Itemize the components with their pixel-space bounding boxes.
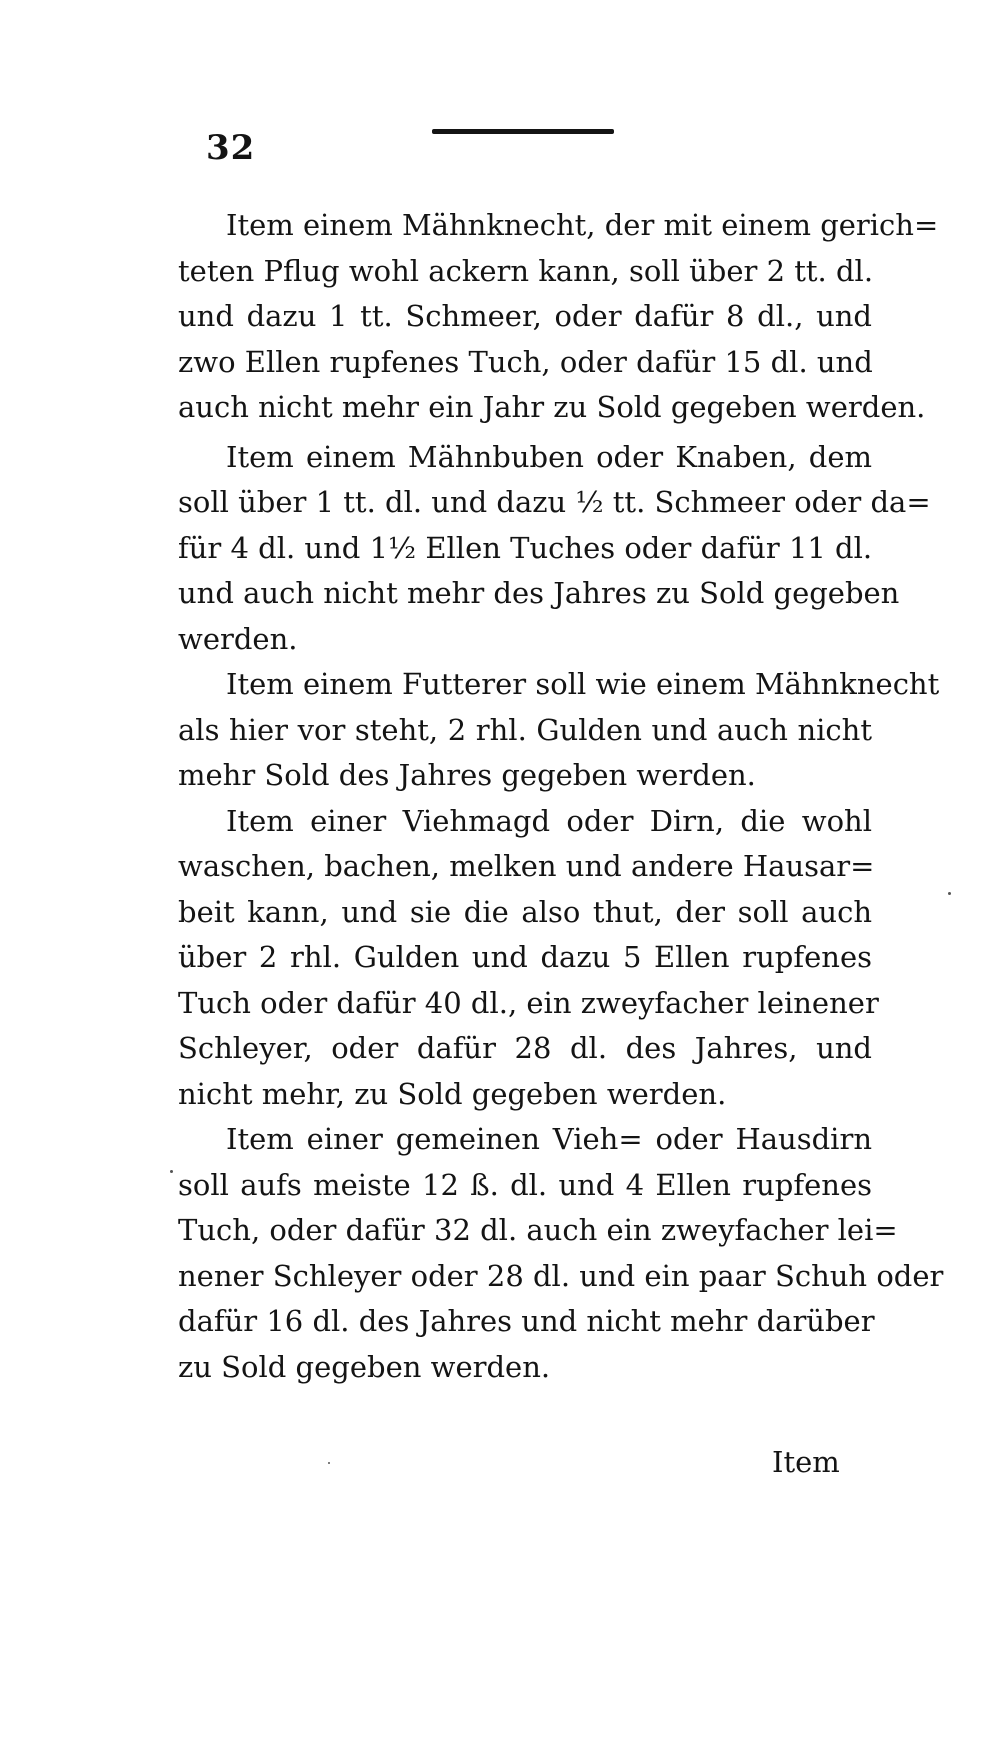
text-line: Schleyer, oder dafür 28 dl. des Jahres, und [178, 1031, 872, 1065]
text-line: Tuch, oder dafür 32 dl. auch ein zweyfacher lei= [178, 1213, 898, 1247]
paragraph-hausdirn [178, 1117, 944, 1390]
text-line: als hier vor steht, 2 rhl. Gulden und auch nicht [178, 712, 872, 747]
text-line: beit kann, und sie die also thut, der soll auch [178, 894, 872, 929]
text-line: und dazu 1 tt. Schmeer, oder dafür 8 dl., und [178, 299, 872, 333]
text-line: nicht mehr, zu Sold gegeben werden. [178, 1076, 727, 1111]
text-line: mehr Sold des Jahres gegeben werden. [178, 758, 756, 792]
text-line: auch nicht mehr ein Jahr zu Sold gegeben werden. [178, 390, 926, 424]
text-line: zwo Ellen rupfenes Tuch, oder dafür 15 dl. und [178, 344, 873, 379]
catchword: Item [772, 1445, 840, 1479]
text-line: Item einem Futterer soll wie einem Mähnknecht [226, 667, 940, 701]
text-line: Tuch oder dafür 40 dl., ein zweyfacher leinener [178, 985, 879, 1020]
text-line: für 4 dl. und 1½ Ellen Tuches oder dafür 11 dl. [178, 530, 873, 565]
text-line: teten Pflug wohl ackern kann, soll über 2 tt. dl. [178, 253, 874, 288]
header-rule [432, 129, 614, 134]
print-speck [328, 1462, 330, 1464]
body-text [178, 203, 944, 1390]
text-line: waschen, bachen, melken und andere Hausar= [178, 849, 875, 883]
text-line: Item einer Viehmagd oder Dirn, die wohl [226, 803, 872, 838]
text-line: soll über 1 tt. dl. und dazu ½ tt. Schmeer oder da= [178, 485, 931, 519]
paragraph-maehnbuben [178, 435, 931, 663]
paragraph-maehnknecht [178, 203, 939, 431]
text-line: Item einem Mähnknecht, der mit einem gerich= [226, 208, 939, 242]
print-speck [948, 892, 951, 895]
text-line: soll aufs meiste 12 ß. dl. und 4 Ellen rupfenes [178, 1167, 872, 1202]
print-speck [170, 1170, 173, 1173]
paragraph-viehmagd [178, 799, 879, 1118]
text-line: und auch nicht mehr des Jahres zu Sold gegeben [178, 576, 900, 610]
text-line: Item einem Mähnbuben oder Knaben, dem [226, 439, 872, 474]
text-line: werden. [178, 621, 298, 656]
paragraph-futterer [178, 662, 940, 799]
text-line: nener Schleyer oder 28 dl. und ein paar Schuh oder [178, 1258, 944, 1293]
page-number: 32 [206, 128, 256, 168]
text-line: Item einer gemeinen Vieh= oder Hausdirn [226, 1122, 872, 1156]
text-line: über 2 rhl. Gulden und dazu 5 Ellen rupfenes [178, 940, 872, 974]
text-line: dafür 16 dl. des Jahres und nicht mehr darüber [178, 1304, 875, 1338]
text-line: zu Sold gegeben werden. [178, 1349, 551, 1384]
